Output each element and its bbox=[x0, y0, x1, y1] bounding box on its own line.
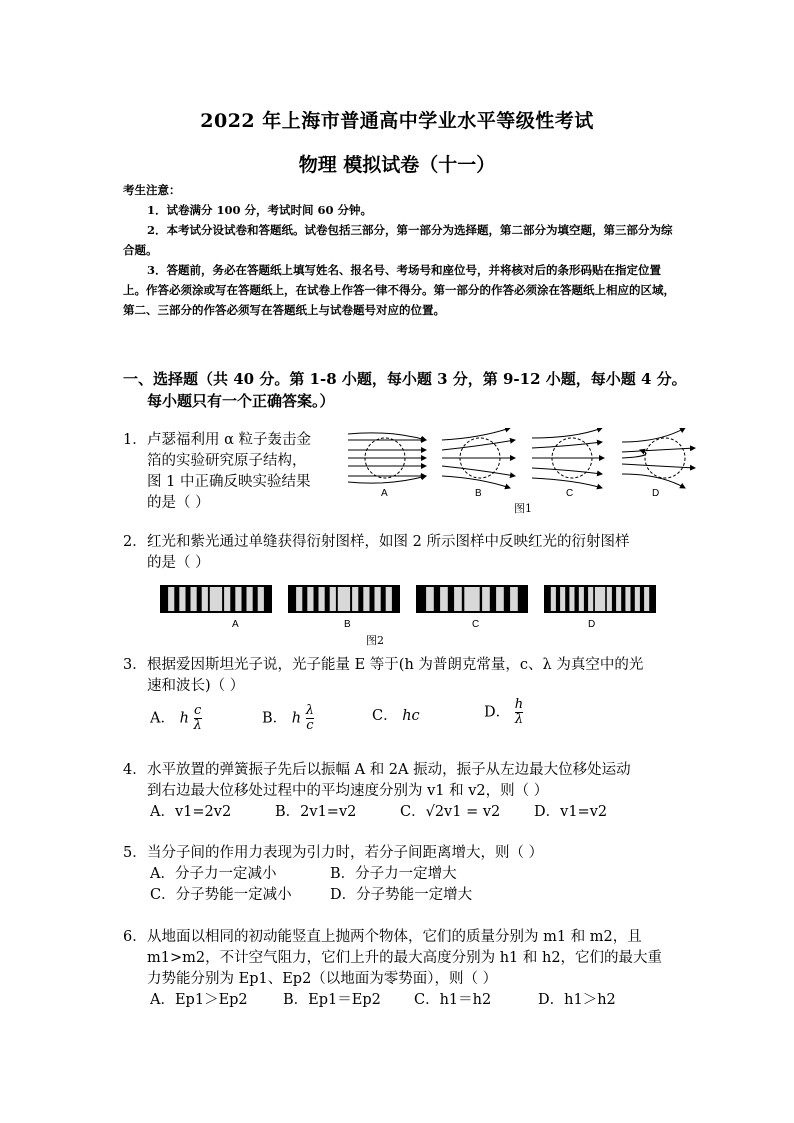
fraction-denominator: c bbox=[306, 718, 314, 733]
question-1-line: 的是（ ） bbox=[147, 495, 210, 511]
notice-item-3: 3．答题前，务必在答题纸上填写姓名、报名号、考场号和座位号，并将核对后的条形码贴在指定位置上。作答必须涂或写在答题纸上，在试卷上作答一律不得分。第一部分的作答必须涂在答题纸上相应的区域，第二、三部分的作答必须写在答题纸上与试卷题号对应的位置。 bbox=[123, 263, 675, 317]
fraction-denominator: λ bbox=[514, 712, 524, 727]
question-4-number: 4． bbox=[123, 762, 147, 778]
question-3-option-c bbox=[372, 706, 420, 727]
bright-fringe bbox=[247, 587, 253, 611]
figure-2-label-c: C bbox=[472, 619, 480, 630]
question-6-line: m1>m2，不计空气阻力，它们上升的最大高度分别为 h1 和 h2，它们的最大重 bbox=[147, 950, 663, 966]
bright-fringe bbox=[363, 587, 369, 611]
option-label: C． bbox=[372, 708, 398, 724]
question-3 bbox=[123, 655, 683, 697]
question-2 bbox=[123, 532, 683, 574]
figure-1-label-b: B bbox=[475, 488, 482, 499]
bright-fringe bbox=[352, 587, 358, 611]
bright-fringe bbox=[386, 587, 392, 611]
question-6 bbox=[123, 927, 693, 990]
exam-subtitle: 物理 模拟试卷（十一） bbox=[298, 154, 496, 176]
formula-symbol: h bbox=[179, 710, 189, 727]
option-label: D． bbox=[484, 704, 511, 721]
formula-fraction bbox=[515, 698, 523, 727]
formula-fraction bbox=[306, 704, 314, 733]
figure-1-caption: 图1 bbox=[514, 502, 532, 515]
candidate-notice bbox=[123, 180, 683, 320]
question-1-line: 箔的实验研究原子结构， bbox=[147, 453, 307, 469]
question-5-option-c: C．分子势能一定减小 bbox=[150, 887, 292, 903]
section-1-heading bbox=[123, 368, 693, 412]
figure-1-diagram-d bbox=[622, 428, 695, 488]
notice-item-2: 2．本考试分设试卷和答题纸。试卷包括三部分，第一部分为选择题，第二部分为填空题，第三部分为综合题。 bbox=[123, 223, 673, 257]
question-1-line: 卢瑟福利用 α 粒子轰击金 bbox=[147, 432, 312, 448]
question-3-option-b bbox=[262, 704, 314, 733]
bright-fringe bbox=[191, 587, 197, 611]
bright-fringe bbox=[579, 587, 584, 611]
question-6-option-a: A．Ep1＞Ep2 bbox=[150, 992, 248, 1008]
bright-fringe bbox=[338, 587, 350, 611]
formula-fraction bbox=[194, 704, 202, 733]
figure-1-label-d: D bbox=[652, 488, 660, 499]
question-4-line: 水平放置的弹簧振子先后以振幅 A 和 2A 振动，振子从左边最大位移处运动 bbox=[147, 762, 631, 778]
bright-fringe bbox=[319, 587, 325, 611]
bright-fringe bbox=[440, 587, 448, 611]
figure-1-diagram-b bbox=[442, 428, 515, 488]
notice-item-1: 1．试卷满分 100 分，考试时间 60 分钟。 bbox=[147, 203, 373, 217]
bright-fringe bbox=[464, 587, 479, 611]
bright-fringe bbox=[551, 587, 556, 611]
section-1-line-1: 一、选择题（共 40 分。第 1-8 小题，每小题 3 分，第 9-12 小题，每小题 4 分。 bbox=[123, 370, 687, 388]
question-5-option-d: D．分子势能一定增大 bbox=[330, 887, 473, 903]
fraction-numerator: c bbox=[194, 703, 202, 718]
fraction-numerator: λ bbox=[305, 703, 314, 718]
question-1-number: 1． bbox=[123, 432, 147, 448]
bright-fringe bbox=[625, 587, 630, 611]
question-5-option-a: A．分子力一定减小 bbox=[150, 866, 277, 882]
fraction-denominator: λ bbox=[193, 718, 202, 733]
question-3-option-a bbox=[150, 704, 202, 733]
bright-fringe bbox=[569, 587, 574, 611]
bright-fringe bbox=[644, 587, 649, 611]
formula-text: hc bbox=[402, 708, 420, 724]
bright-fringe bbox=[307, 587, 313, 611]
bright-fringe bbox=[560, 587, 565, 611]
question-4-line: 到右边最大位移处过程中的平均速度分别为 v1 和 v2，则（ ） bbox=[147, 783, 549, 799]
question-2-number: 2． bbox=[123, 534, 147, 550]
question-3-line: 速和波长)（ ） bbox=[147, 678, 245, 694]
question-1 bbox=[123, 430, 343, 514]
bright-fringe bbox=[296, 587, 302, 611]
bright-fringe bbox=[510, 587, 518, 611]
question-4 bbox=[123, 760, 693, 802]
exam-title: 2022 年上海市普通高中学业水平等级性考试 bbox=[200, 110, 594, 132]
figure-2-caption: 图2 bbox=[366, 634, 384, 647]
bright-fringe bbox=[168, 587, 174, 611]
figure-2-diffraction-patterns bbox=[160, 585, 660, 615]
bright-fringe bbox=[595, 587, 605, 611]
bright-fringe bbox=[330, 587, 336, 611]
bright-fringe bbox=[210, 587, 222, 611]
question-6-number: 6． bbox=[123, 929, 147, 945]
question-6-line: 力势能分别为 Ep1、Ep2（以地面为零势面），则（ ） bbox=[147, 971, 498, 987]
bright-fringe bbox=[482, 587, 490, 611]
question-4-option-a: A．v1=2v2 bbox=[150, 804, 232, 820]
figure-2-label-d: D bbox=[588, 619, 596, 630]
question-4-option-d: D．v1=v2 bbox=[534, 804, 608, 820]
bright-fringe bbox=[179, 587, 185, 611]
option-label: B． bbox=[262, 710, 288, 727]
question-6-option-b: B．Ep1＝Ep2 bbox=[283, 992, 381, 1008]
question-3-number: 3． bbox=[123, 657, 147, 673]
notice-head: 考生注意： bbox=[123, 183, 181, 197]
question-1-line: 图 1 中正确反映实验结果 bbox=[147, 474, 311, 490]
question-5-number: 5． bbox=[123, 845, 147, 861]
figure-1-diagram-c bbox=[532, 428, 604, 488]
bright-fringe bbox=[224, 587, 230, 611]
bright-fringe bbox=[635, 587, 640, 611]
bright-fringe bbox=[588, 587, 593, 611]
bright-fringe bbox=[454, 587, 462, 611]
question-6-option-d: D．h1＞h2 bbox=[538, 992, 616, 1008]
question-2-line: 的是（ ） bbox=[147, 555, 210, 571]
question-5-option-b: B．分子力一定增大 bbox=[330, 866, 457, 882]
bright-fringe bbox=[616, 587, 621, 611]
question-5-line: 当分子间的作用力表现为引力时，若分子间距离增大，则（ ） bbox=[147, 845, 544, 861]
bright-fringe bbox=[607, 587, 612, 611]
fraction-numerator: h bbox=[514, 697, 524, 712]
question-2-line: 红光和紫光通过单缝获得衍射图样，如图 2 所示图样中反映红光的衍射图样 bbox=[147, 534, 630, 550]
question-5 bbox=[123, 843, 683, 864]
option-label: A． bbox=[150, 710, 175, 727]
section-1-line-2: 每小题只有一个正确答案。） bbox=[147, 392, 335, 410]
question-6-option-c: C．h1＝h2 bbox=[414, 992, 492, 1008]
figure-2-label-b: B bbox=[344, 619, 351, 630]
figure-2-label-a: A bbox=[232, 619, 239, 630]
bright-fringe bbox=[496, 587, 504, 611]
question-6-line: 从地面以相同的初动能竖直上抛两个物体，它们的质量分别为 m1 和 m2，且 bbox=[147, 929, 642, 945]
question-4-option-c: C．√2v1 = v2 bbox=[400, 804, 501, 820]
figure-1-diagram-a bbox=[348, 433, 426, 483]
bright-fringe bbox=[235, 587, 241, 611]
figure-1-label-c: C bbox=[566, 488, 574, 499]
bright-fringe bbox=[202, 587, 208, 611]
formula-symbol: h bbox=[291, 710, 302, 727]
bright-fringe bbox=[258, 587, 264, 611]
question-3-line: 根据爱因斯坦光子说，光子能量 E 等于(h 为普朗克常量，c、λ 为真空中的光 bbox=[147, 657, 644, 673]
bright-fringe bbox=[375, 587, 381, 611]
question-4-option-b: B．2v1=v2 bbox=[275, 804, 357, 820]
figure-1-label-a: A bbox=[381, 488, 388, 499]
bright-fringe bbox=[426, 587, 434, 611]
question-3-option-d bbox=[484, 698, 523, 727]
